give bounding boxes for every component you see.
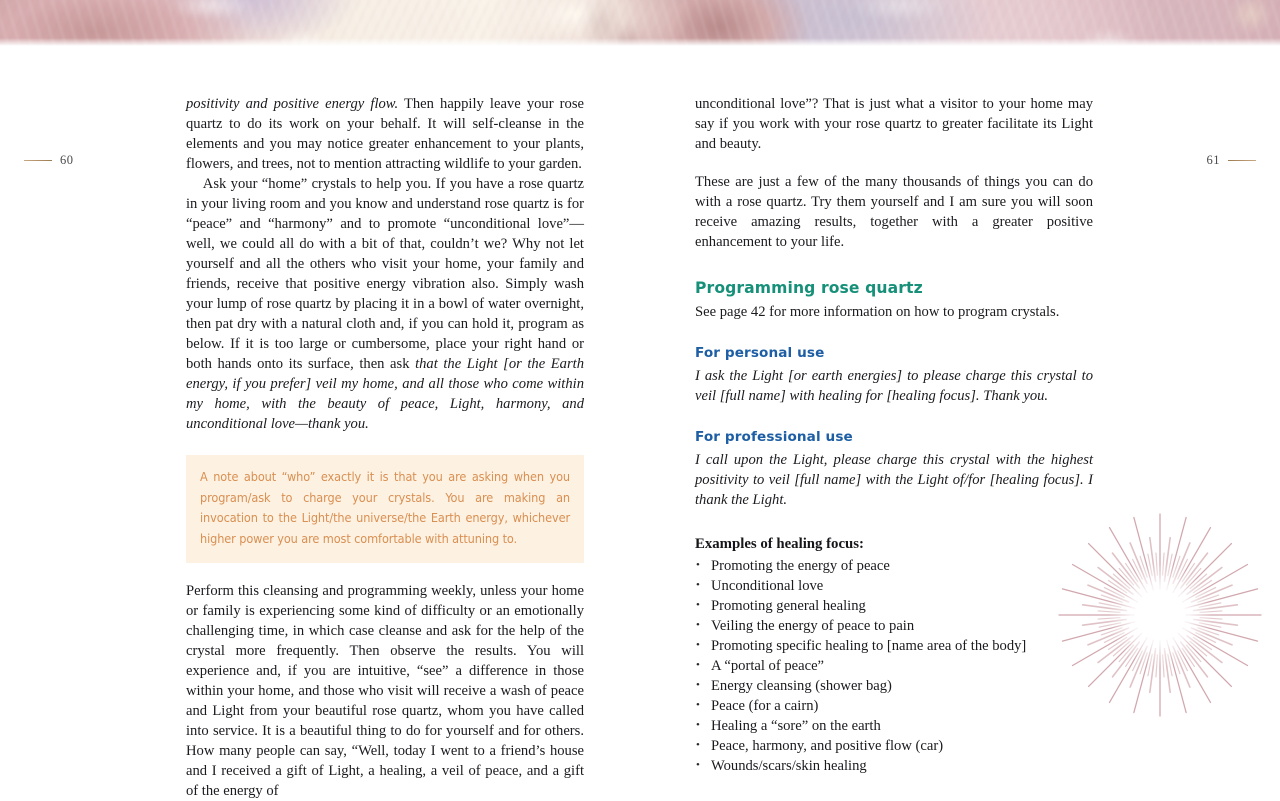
section-intro-text: See page 42 for more information on how to program crystals.	[695, 304, 1060, 320]
paragraph-closing: Perform this cleansing and programming weekly, unless your home or family is experiencing some kind of difficulty or an emotionally challenging time, in which case cleanse and ask for the help of the crystal more frequently. Then observe the results. You will experience and, if you are intuitive, “see” a difference in those within your home, and those who visit will receive a wash of peace and Light from your beautiful rose quartz, whom you have called into service. It is a beautiful thing to do for yourself and for others. How many people can say, “Well, today I went to a friend’s house and I received a gift of Light, a healing, a veil of peace, and a gift of the energy of	[186, 583, 584, 799]
paragraph-spacer	[695, 154, 1093, 172]
left-page-column	[186, 94, 584, 801]
list-item: • A “portal of peace”	[695, 656, 1093, 676]
page-number-left: 60	[60, 153, 74, 167]
list-item: • Peace (for a cairn)	[695, 696, 1093, 716]
list-item: • Promoting specific healing to [name area of the body]	[695, 636, 1093, 656]
section-heading-programming-rose-quartz: Programming rose quartz	[695, 279, 923, 297]
right-paragraph-2: These are just a few of the many thousands of things you can do with a rose quartz. Try them yourself and I am sure you will soon receive amazing results, together with a greater positive enhancement to your life.	[695, 174, 1093, 250]
folio-rule-right	[1228, 160, 1256, 161]
list-item: • Promoting general healing	[695, 596, 1093, 616]
list-item: • Healing a “sore” on the earth	[695, 716, 1093, 736]
folio-rule-left	[24, 160, 52, 161]
note-callout-text: A note about “who” exactly it is that you are asking when you program/ask to charge your crystals. You are making an invocation to the Light/the universe/the Earth energy, whichever higher power you are most comfortable with attuning to.	[200, 469, 570, 546]
header-banner-image	[0, 0, 1280, 46]
examples-heading: Examples of healing focus:	[695, 536, 864, 552]
list-item: • Wounds/scars/skin healing	[695, 756, 1093, 776]
note-callout-box	[186, 455, 584, 563]
personal-use-invocation: I ask the Light [or earth energies] to please charge this crystal to veil [full name] with healing for [healing focus]. Thank you.	[695, 368, 1093, 404]
paragraph-home-crystals-italic-run: that the Light [or the Earth energy, if you prefer] veil my home, and all those who come within my home, with the beauty of peace, Light, harmony, and unconditional love—thank you.	[186, 356, 585, 432]
paragraph-continuation-roman-run: Then happily leave your rose quartz to do its work on your behalf. It will self-cleanse in the elements and you may notice greater enhancement to your plants, flowers, and trees, not to mention attracting wildlife to your garden.	[186, 96, 584, 172]
examples-bullet-list	[695, 556, 1093, 776]
list-item: • Promoting the energy of peace	[695, 556, 1093, 576]
folio-left	[24, 153, 74, 168]
subheading-for-professional-use: For professional use	[695, 429, 853, 445]
paragraph-continuation	[186, 94, 584, 174]
list-item: • Unconditional love	[695, 576, 1093, 596]
list-item: • Energy cleansing (shower bag)	[695, 676, 1093, 696]
page-number-right: 61	[1206, 153, 1220, 167]
paragraph-continuation-italic-run: positivity and positive energy flow.	[186, 96, 399, 112]
list-item: • Veiling the energy of peace to pain	[695, 616, 1093, 636]
folio-right	[1207, 153, 1257, 168]
paragraph-home-crystals	[186, 174, 584, 434]
professional-use-invocation: I call upon the Light, please charge this crystal with the highest positivity to veil [full name] with the Light of/for [healing focus]. I thank the Light.	[695, 452, 1093, 508]
list-item: • Peace, harmony, and positive flow (car)	[695, 736, 1093, 756]
subheading-for-personal-use: For personal use	[695, 345, 825, 361]
right-page-column	[695, 94, 1093, 776]
paragraph-home-crystals-roman-run: Ask your “home” crystals to help you. If you have a rose quartz in your living room and you know and understand rose quartz is for “peace” and “harmony” and to promote “unconditional love”—well, we could all do with a bit of that, couldn’t we? Why not let yourself and all the others who visit your home, your family and friends, receive that positive energy vibration also. Simply wash your lump of rose quartz by placing it in a bowl of water overnight, then pat dry with a natural cloth and, if you can hold it, program as below. If it is too large or cumbersome, place your right hand or both hands onto its surface, then ask	[186, 176, 584, 372]
banner-bottom-fade	[0, 38, 1280, 46]
right-paragraph-1: unconditional love”? That is just what a visitor to your home may say if you work with your rose quartz to greater facilitate its Light and beauty.	[695, 96, 1093, 152]
